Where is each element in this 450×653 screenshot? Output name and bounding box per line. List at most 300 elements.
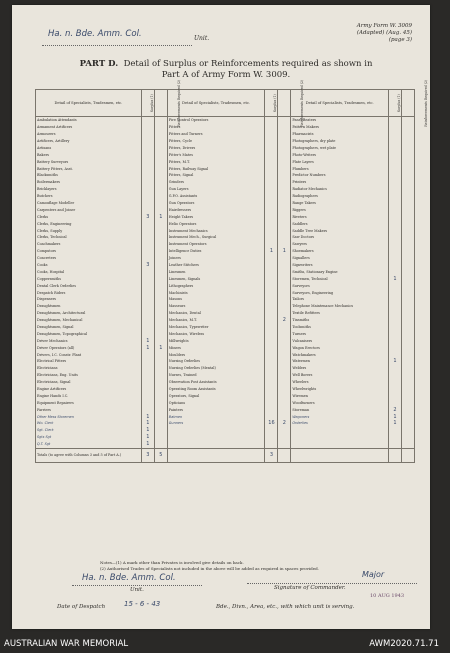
surplus-value bbox=[389, 400, 402, 407]
reinforcement-value: 1 bbox=[154, 213, 167, 220]
table-row bbox=[36, 275, 415, 282]
reinforcement-value bbox=[154, 151, 167, 158]
surplus-value bbox=[141, 117, 154, 124]
surplus-value: 1 bbox=[389, 275, 402, 282]
reinforcement-value bbox=[401, 331, 414, 338]
trade-name: Farriers bbox=[36, 406, 142, 413]
reinforcement-value bbox=[278, 338, 291, 345]
trade-name: Boilermakers bbox=[36, 179, 142, 186]
surplus-value: 1 bbox=[389, 420, 402, 427]
surplus-value bbox=[265, 275, 278, 282]
reinforcement-value bbox=[278, 289, 291, 296]
surplus-value bbox=[141, 131, 154, 138]
reinforcement-value bbox=[401, 213, 414, 220]
surplus-value bbox=[265, 124, 278, 131]
surplus-value bbox=[265, 255, 278, 262]
surplus-value bbox=[141, 386, 154, 393]
surplus-value bbox=[389, 131, 402, 138]
trade-name: Gunners bbox=[167, 420, 265, 427]
reinforcement-value bbox=[154, 138, 167, 145]
surplus-value bbox=[141, 234, 154, 241]
note-2: (2) Authorised Trades of Specialists not included in the above will be added as required in spaces provided. bbox=[100, 566, 319, 571]
trade-name: Electrical Fitters bbox=[36, 358, 142, 365]
trade-name: Signwriters bbox=[291, 262, 389, 269]
trade-name: Electricians, Eng. Units bbox=[36, 372, 142, 379]
table-row bbox=[36, 234, 415, 241]
surplus-value bbox=[265, 331, 278, 338]
trade-name: Watermen bbox=[291, 358, 389, 365]
surplus-value bbox=[389, 186, 402, 193]
surplus-value bbox=[141, 145, 154, 152]
table-row bbox=[36, 344, 415, 351]
table-body bbox=[36, 117, 415, 449]
surplus-value bbox=[141, 275, 154, 282]
trade-name: Saw Doctors bbox=[291, 234, 389, 241]
table-row bbox=[36, 282, 415, 289]
archive-accession: AWM2020.71.71 bbox=[369, 639, 439, 649]
surplus-value bbox=[265, 207, 278, 214]
reinforcement-value bbox=[154, 262, 167, 269]
table-row bbox=[36, 138, 415, 145]
surplus-value bbox=[389, 241, 402, 248]
trade-name: Sgt. Clerk bbox=[36, 427, 142, 434]
reinforcement-value bbox=[278, 186, 291, 193]
table-row bbox=[36, 420, 415, 427]
reinforcement-value bbox=[401, 275, 414, 282]
total-surplus bbox=[389, 448, 402, 462]
reinforcement-value bbox=[401, 303, 414, 310]
table-row bbox=[36, 165, 415, 172]
total-surplus: 3 bbox=[265, 448, 278, 462]
trade-name: G.P.O. Assistants bbox=[167, 193, 265, 200]
trade-name: Storemen, Technical bbox=[291, 275, 389, 282]
reinforcement-value bbox=[278, 344, 291, 351]
reinforcement-value bbox=[401, 358, 414, 365]
trade-name: Wheelers bbox=[291, 379, 389, 386]
reinforcement-value bbox=[154, 248, 167, 255]
trade-name: Turners bbox=[291, 331, 389, 338]
reinforcement-value bbox=[401, 296, 414, 303]
surplus-value bbox=[265, 269, 278, 276]
surplus-value bbox=[141, 400, 154, 407]
total-reinforcements: 5 bbox=[154, 448, 167, 462]
surplus-value bbox=[389, 124, 402, 131]
reinforcement-value bbox=[401, 255, 414, 262]
reinforcement-value bbox=[278, 227, 291, 234]
surplus-value bbox=[141, 393, 154, 400]
trade-name: Riveters bbox=[291, 213, 389, 220]
reinforcement-value bbox=[278, 282, 291, 289]
surplus-value bbox=[141, 124, 154, 131]
reinforcement-value bbox=[401, 172, 414, 179]
signature-handwritten: Major bbox=[362, 570, 385, 579]
trade-name: Gun Operators bbox=[167, 200, 265, 207]
trade-name: Coppersmiths bbox=[36, 275, 142, 282]
trade-name: Saddle Tree Makers bbox=[291, 227, 389, 234]
table-row bbox=[36, 145, 415, 152]
reinforcement-value bbox=[401, 262, 414, 269]
trade-name: Fire Control Operators bbox=[167, 117, 265, 124]
trade-name: Nursing Orderlies (Mental) bbox=[167, 365, 265, 372]
surplus-value bbox=[141, 248, 154, 255]
trade-name: Printers bbox=[291, 179, 389, 186]
reinforcement-value bbox=[401, 248, 414, 255]
trade-name: Vulcanisers bbox=[291, 338, 389, 345]
reinforcement-value bbox=[154, 413, 167, 420]
reinforcement-value bbox=[401, 413, 414, 420]
reinforcement-value bbox=[401, 207, 414, 214]
trade-name: Miners bbox=[167, 344, 265, 351]
trade-name bbox=[291, 427, 389, 434]
trade-name: Fitters bbox=[167, 124, 265, 131]
unit-label: Unit. bbox=[194, 35, 210, 42]
trade-name: Operating Room Assistants bbox=[167, 386, 265, 393]
specialists-table bbox=[35, 79, 429, 463]
surplus-value bbox=[389, 427, 402, 434]
trade-name: Engine Artificers bbox=[36, 386, 142, 393]
surplus-value: 3 bbox=[141, 262, 154, 269]
surplus-value bbox=[389, 227, 402, 234]
surplus-value: 1 bbox=[141, 434, 154, 441]
surplus-value: 2 bbox=[389, 406, 402, 413]
surplus-value: 1 bbox=[141, 413, 154, 420]
reinforcement-value bbox=[401, 186, 414, 193]
trade-name: Drivers, I.C. Constr. Plant bbox=[36, 351, 142, 358]
reinforcement-value bbox=[278, 165, 291, 172]
surplus-value bbox=[265, 151, 278, 158]
surplus-value bbox=[389, 138, 402, 145]
trade-name: Predictor Numbers bbox=[291, 172, 389, 179]
surplus-value bbox=[141, 207, 154, 214]
surplus-value bbox=[265, 434, 278, 441]
surplus-value bbox=[389, 200, 402, 207]
table-row bbox=[36, 386, 415, 393]
reinforcement-value bbox=[278, 393, 291, 400]
col-header-reinforcements: Reinforcements Required (2) bbox=[401, 90, 414, 117]
form-title bbox=[52, 59, 400, 81]
reinforcement-value bbox=[154, 441, 167, 448]
reinforcement-value bbox=[154, 379, 167, 386]
trade-name: Clerks, Engineering bbox=[36, 220, 142, 227]
total-reinforcements bbox=[401, 448, 414, 462]
trade-name: Riggers bbox=[291, 207, 389, 214]
surplus-value: 1 bbox=[141, 420, 154, 427]
reinforcement-value bbox=[401, 406, 414, 413]
surplus-value bbox=[265, 427, 278, 434]
reinforcement-value bbox=[401, 124, 414, 131]
form-notes bbox=[100, 560, 319, 572]
surplus-value bbox=[265, 158, 278, 165]
table-row bbox=[36, 338, 415, 345]
trade-name: Radiator Mechanics bbox=[291, 186, 389, 193]
reinforcement-value bbox=[401, 338, 414, 345]
surplus-value bbox=[265, 220, 278, 227]
trade-name: Clerks bbox=[36, 213, 142, 220]
unit-handwritten-bottom: Ha. n. Bde. Amm. Col. bbox=[82, 573, 176, 583]
surplus-value bbox=[389, 158, 402, 165]
table-row bbox=[36, 365, 415, 372]
reinforcement-value bbox=[154, 310, 167, 317]
reinforcement-value bbox=[401, 386, 414, 393]
title-part: PART D. bbox=[79, 59, 119, 69]
trade-name: Lithographers bbox=[167, 282, 265, 289]
trade-name: Bakers bbox=[36, 151, 142, 158]
surplus-value bbox=[265, 179, 278, 186]
reinforcement-value bbox=[154, 427, 167, 434]
reinforcement-value bbox=[154, 275, 167, 282]
trade-name: Intelligence Duties bbox=[167, 248, 265, 255]
surplus-value bbox=[265, 317, 278, 324]
surplus-value: 3 bbox=[141, 213, 154, 220]
reinforcement-value bbox=[401, 441, 414, 448]
reinforcement-value bbox=[154, 200, 167, 207]
reinforcement-value bbox=[154, 296, 167, 303]
surplus-value bbox=[389, 255, 402, 262]
trade-name: Photographers, wet plate bbox=[291, 145, 389, 152]
surplus-value bbox=[141, 269, 154, 276]
table-row bbox=[36, 296, 415, 303]
trade-name: Plumbers bbox=[291, 165, 389, 172]
trade-name: Painters bbox=[167, 406, 265, 413]
reinforcement-value bbox=[278, 200, 291, 207]
trade-name: Well Borers bbox=[291, 372, 389, 379]
trade-name: Draughtsmen, Signal bbox=[36, 324, 142, 331]
trade-name: Radiographers bbox=[291, 193, 389, 200]
trade-name: Battery Fitters, Asst. bbox=[36, 165, 142, 172]
surplus-value bbox=[389, 372, 402, 379]
reinforcement-value bbox=[278, 255, 291, 262]
surplus-value: 1 bbox=[389, 413, 402, 420]
reinforcement-value bbox=[278, 406, 291, 413]
table-row bbox=[36, 200, 415, 207]
table-row bbox=[36, 158, 415, 165]
table-row bbox=[36, 372, 415, 379]
surplus-value bbox=[389, 365, 402, 372]
surplus-value bbox=[389, 282, 402, 289]
trade-name: Saddlers bbox=[291, 220, 389, 227]
table-row bbox=[36, 186, 415, 193]
title-line2: Part A of Army Form W. 3009. bbox=[161, 70, 291, 80]
signature-line bbox=[247, 583, 417, 584]
trade-name: Helio Operators bbox=[167, 220, 265, 227]
reinforcement-value bbox=[154, 289, 167, 296]
table-header-row bbox=[36, 90, 415, 117]
trade-name: Nurses, Trained bbox=[167, 372, 265, 379]
trade-name: Instrument Mechanics bbox=[167, 227, 265, 234]
trade-name: Sgts Sgt bbox=[36, 434, 142, 441]
trade-name: Telephone Maintenance Mechanics bbox=[291, 303, 389, 310]
surplus-value bbox=[389, 379, 402, 386]
trade-name: Concreters bbox=[36, 255, 142, 262]
col-header-detail: Detail of Specialists, Tradesmen, etc. bbox=[167, 90, 265, 117]
trade-name: Equipment Repairers bbox=[36, 400, 142, 407]
surplus-value bbox=[389, 317, 402, 324]
col-header-detail: Detail of Specialists, Tradesmen, etc. bbox=[36, 90, 142, 117]
surplus-value bbox=[141, 310, 154, 317]
reinforcement-value bbox=[401, 269, 414, 276]
date-stamp: 10 AUG 1943 bbox=[370, 593, 405, 599]
reinforcement-value bbox=[278, 220, 291, 227]
trade-name: Surveyors, Engineering bbox=[291, 289, 389, 296]
trade-name: Dental Clerk Orderlies bbox=[36, 282, 142, 289]
surplus-value bbox=[265, 289, 278, 296]
surplus-value bbox=[389, 269, 402, 276]
trade-name: Height Takers bbox=[167, 213, 265, 220]
reinforcement-value bbox=[278, 117, 291, 124]
table-row bbox=[36, 406, 415, 413]
surplus-value bbox=[389, 351, 402, 358]
surplus-value bbox=[389, 393, 402, 400]
reinforcement-value bbox=[401, 138, 414, 145]
reinforcement-value bbox=[278, 413, 291, 420]
trade-name: Mechanics, Dental bbox=[167, 310, 265, 317]
surplus-value bbox=[389, 165, 402, 172]
reinforcement-value bbox=[278, 400, 291, 407]
reinforcement-value bbox=[278, 427, 291, 434]
surplus-value bbox=[389, 434, 402, 441]
col-header-surplus: Surplus (1) bbox=[265, 90, 278, 117]
table-row bbox=[36, 248, 415, 255]
reinforcement-value bbox=[154, 351, 167, 358]
surplus-value bbox=[265, 441, 278, 448]
reinforcement-value bbox=[154, 358, 167, 365]
despatch-label: Date of Despatch bbox=[57, 604, 106, 610]
trade-name: Wagon Erectors bbox=[291, 344, 389, 351]
reinforcement-value bbox=[154, 158, 167, 165]
trade-name: Driver Operators (all) bbox=[36, 344, 142, 351]
reinforcement-value bbox=[401, 227, 414, 234]
surplus-value bbox=[265, 400, 278, 407]
reinforcement-value bbox=[278, 241, 291, 248]
trade-name: Tailors bbox=[291, 296, 389, 303]
trade-name: Coachmakers bbox=[36, 241, 142, 248]
table-row bbox=[36, 331, 415, 338]
surplus-value bbox=[265, 303, 278, 310]
surplus-value bbox=[265, 227, 278, 234]
reinforcement-value bbox=[154, 282, 167, 289]
table-row bbox=[36, 310, 415, 317]
surplus-value bbox=[389, 303, 402, 310]
despatch-date: 15 - 6 - 43 bbox=[124, 600, 161, 608]
table-row bbox=[36, 441, 415, 448]
unit-label-bottom: Unit. bbox=[130, 587, 144, 593]
reinforcement-value bbox=[401, 282, 414, 289]
reinforcement-value bbox=[154, 207, 167, 214]
surplus-value bbox=[265, 393, 278, 400]
table-row bbox=[36, 193, 415, 200]
surplus-value bbox=[141, 179, 154, 186]
reinforcement-value bbox=[401, 365, 414, 372]
trade-name: Opticians bbox=[167, 400, 265, 407]
table-row bbox=[36, 269, 415, 276]
trade-name: Machinists bbox=[167, 289, 265, 296]
reinforcement-value bbox=[401, 379, 414, 386]
trade-name: Mechanics, M.T. bbox=[167, 317, 265, 324]
surplus-value bbox=[265, 200, 278, 207]
total-reinforcements bbox=[278, 448, 291, 462]
reinforcement-value bbox=[401, 158, 414, 165]
totals-label: Totals (to agree with Columns 3 and 5 of Part A.) bbox=[36, 448, 142, 462]
surplus-value: 1 bbox=[141, 338, 154, 345]
table-row bbox=[36, 358, 415, 365]
reinforcement-value bbox=[154, 317, 167, 324]
reinforcement-value bbox=[154, 372, 167, 379]
trade-name: Watchmakers bbox=[291, 351, 389, 358]
trade-name: Wagoners bbox=[291, 413, 389, 420]
reinforcement-value bbox=[278, 124, 291, 131]
trade-name: Smiths, Stationary Engine bbox=[291, 269, 389, 276]
trade-name: Draughtsmen, Architectural bbox=[36, 310, 142, 317]
trade-name: Sawyers bbox=[291, 241, 389, 248]
trade-name: Wo. Clerk bbox=[36, 420, 142, 427]
form-ref-line: Army Form W. 3009 bbox=[356, 23, 412, 29]
surplus-value bbox=[141, 406, 154, 413]
surplus-value bbox=[265, 117, 278, 124]
surplus-value bbox=[389, 310, 402, 317]
reinforcement-value bbox=[154, 220, 167, 227]
surplus-value bbox=[265, 145, 278, 152]
trade-name: Moulders bbox=[167, 351, 265, 358]
trade-name: Signallers bbox=[291, 255, 389, 262]
surplus-value bbox=[265, 186, 278, 193]
trade-name: Fitters, Cycle bbox=[167, 138, 265, 145]
surplus-value bbox=[265, 372, 278, 379]
surplus-value bbox=[389, 234, 402, 241]
reinforcement-value bbox=[401, 145, 414, 152]
trade-name: Fitters, Signal bbox=[167, 172, 265, 179]
trade-name: Welders bbox=[291, 365, 389, 372]
trade-name: Pharmacists bbox=[291, 131, 389, 138]
table-row bbox=[36, 262, 415, 269]
totals-row bbox=[36, 448, 415, 462]
reinforcement-value bbox=[154, 400, 167, 407]
reinforcement-value bbox=[154, 145, 167, 152]
trade-name bbox=[291, 441, 389, 448]
surplus-value bbox=[265, 386, 278, 393]
surplus-value bbox=[389, 172, 402, 179]
reinforcement-value bbox=[154, 193, 167, 200]
reinforcement-value: 2 bbox=[278, 420, 291, 427]
trade-name: Woodturners bbox=[291, 400, 389, 407]
trade-name: Bricklayers bbox=[36, 186, 142, 193]
surplus-value bbox=[389, 151, 402, 158]
reinforcement-value: 1 bbox=[278, 248, 291, 255]
surplus-value: 1 bbox=[141, 427, 154, 434]
reinforcement-value bbox=[154, 234, 167, 241]
col-header-surplus: Surplus (1) bbox=[389, 90, 402, 117]
surplus-value: 1 bbox=[141, 441, 154, 448]
surplus-value bbox=[265, 324, 278, 331]
reinforcement-value bbox=[401, 324, 414, 331]
surplus-value bbox=[141, 379, 154, 386]
trade-name: Engine Hands I.C. bbox=[36, 393, 142, 400]
reinforcement-value bbox=[401, 434, 414, 441]
trade-name bbox=[291, 434, 389, 441]
trade-name: Nursing Orderlies bbox=[167, 358, 265, 365]
table-row bbox=[36, 379, 415, 386]
trade-name: Clerks, Technical bbox=[36, 234, 142, 241]
surplus-value bbox=[141, 358, 154, 365]
reinforcement-value bbox=[278, 372, 291, 379]
reinforcement-value bbox=[278, 386, 291, 393]
trade-name: Despatch Riders bbox=[36, 289, 142, 296]
table-row bbox=[36, 317, 415, 324]
table-row bbox=[36, 117, 415, 124]
trade-name: Dispensers bbox=[36, 296, 142, 303]
trade-name: Draughtsmen, Topographical bbox=[36, 331, 142, 338]
surplus-value bbox=[141, 289, 154, 296]
trade-name: Artificers, Artillery bbox=[36, 138, 142, 145]
